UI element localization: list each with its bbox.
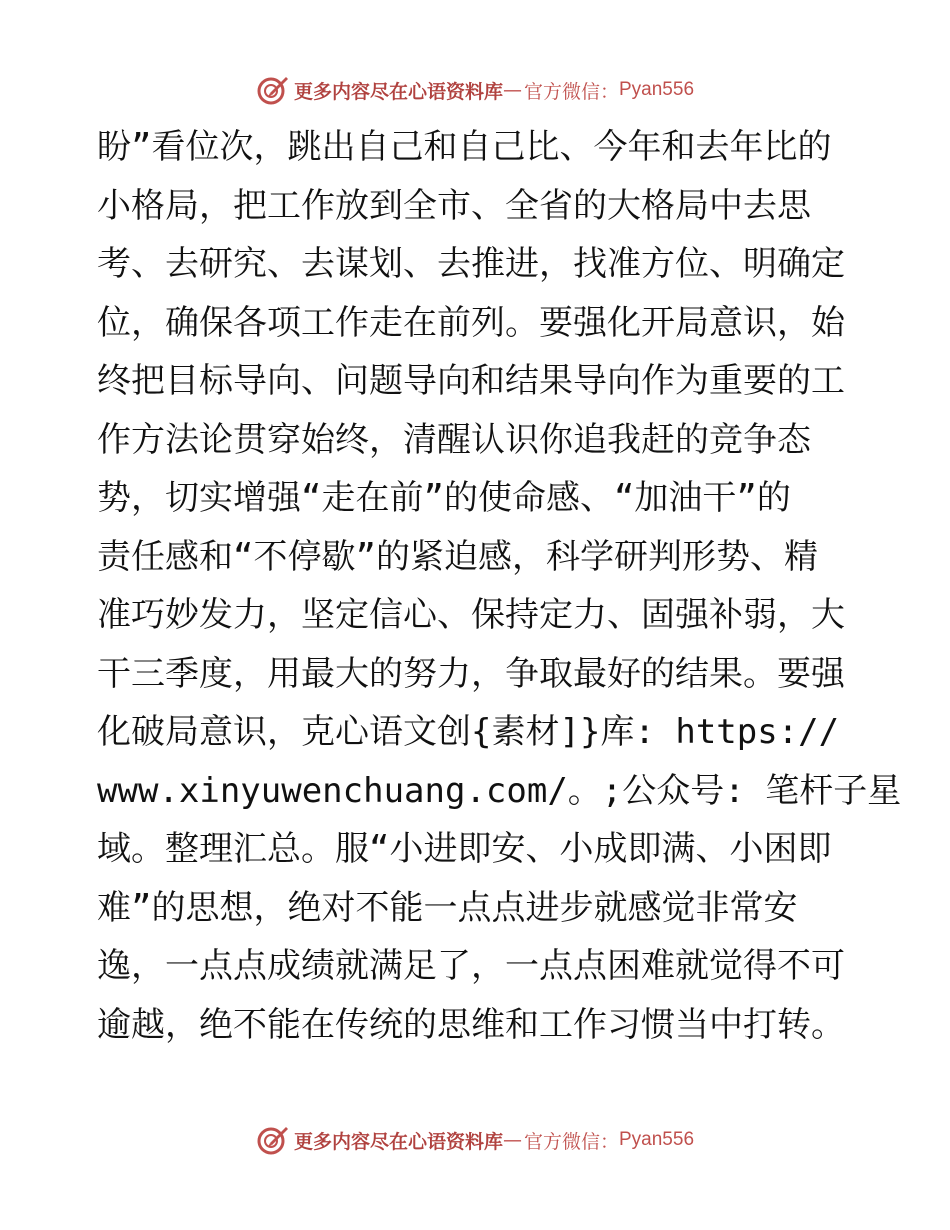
- header-banner: [0, 70, 950, 110]
- text-line: 终把目标导向、问题导向和结果导向作为重要的工: [97, 361, 845, 401]
- footer-tagline: 更多内容尽在心语资料库: [293, 1130, 503, 1153]
- pen-logo-icon: [256, 1123, 290, 1157]
- footer-banner: [0, 1120, 950, 1160]
- text-line: 逾越，绝不能在传统的思维和工作习惯当中打转。: [97, 1004, 845, 1045]
- header-official-label: 官方微信：: [523, 80, 619, 103]
- header-account: Pyan556: [619, 79, 695, 100]
- footer-account: Pyan556: [619, 1129, 695, 1150]
- text-line: 域。整理汇总。服“小进即安、小成即满、小困即: [97, 829, 832, 869]
- text-line: 干三季度，用最大的努力，争取最好的结果。要强: [97, 653, 845, 694]
- text-line: 化破局意识，克心语文创{素材]}库: https://: [97, 712, 840, 752]
- text-line: 难”的思想，绝对不能一点点进步就感觉非常安: [97, 887, 798, 928]
- text-line: 准巧妙发力，坚定信心、保持定力、固强补弱，大: [97, 595, 845, 635]
- text-line: 盼”看位次，跳出自己和自己比、今年和去年比的: [97, 127, 832, 167]
- body-paragraph: [97, 118, 902, 1054]
- text-line: 作方法论贯穿始终，清醒认识你追我赶的竞争态: [97, 419, 811, 460]
- text-line: 逸，一点点成绩就满足了，一点点困难就觉得不可: [97, 946, 845, 986]
- text-line: 小格局，把工作放到全市、全省的大格局中去思: [97, 185, 811, 226]
- text-line: 考、去研究、去谋划、去推进，找准方位、明确定: [97, 244, 845, 284]
- pen-logo-icon: [256, 73, 290, 107]
- text-line: 位，确保各项工作走在前列。要强化开局意识，始: [97, 302, 845, 343]
- footer-official-label: 官方微信：: [523, 1130, 619, 1153]
- header-tagline: 更多内容尽在心语资料库: [293, 80, 503, 103]
- text-line: 势，切实增强“走在前”的使命感、“加油干”的: [97, 478, 791, 518]
- text-line: 责任感和“不停歇”的紧迫感，科学研判形势、精: [97, 536, 818, 577]
- header-separator: —: [502, 79, 522, 101]
- text-line: www.xinyuwenchuang.com/。;公众号: 笔杆子星: [97, 770, 902, 811]
- footer-separator: —: [502, 1129, 522, 1151]
